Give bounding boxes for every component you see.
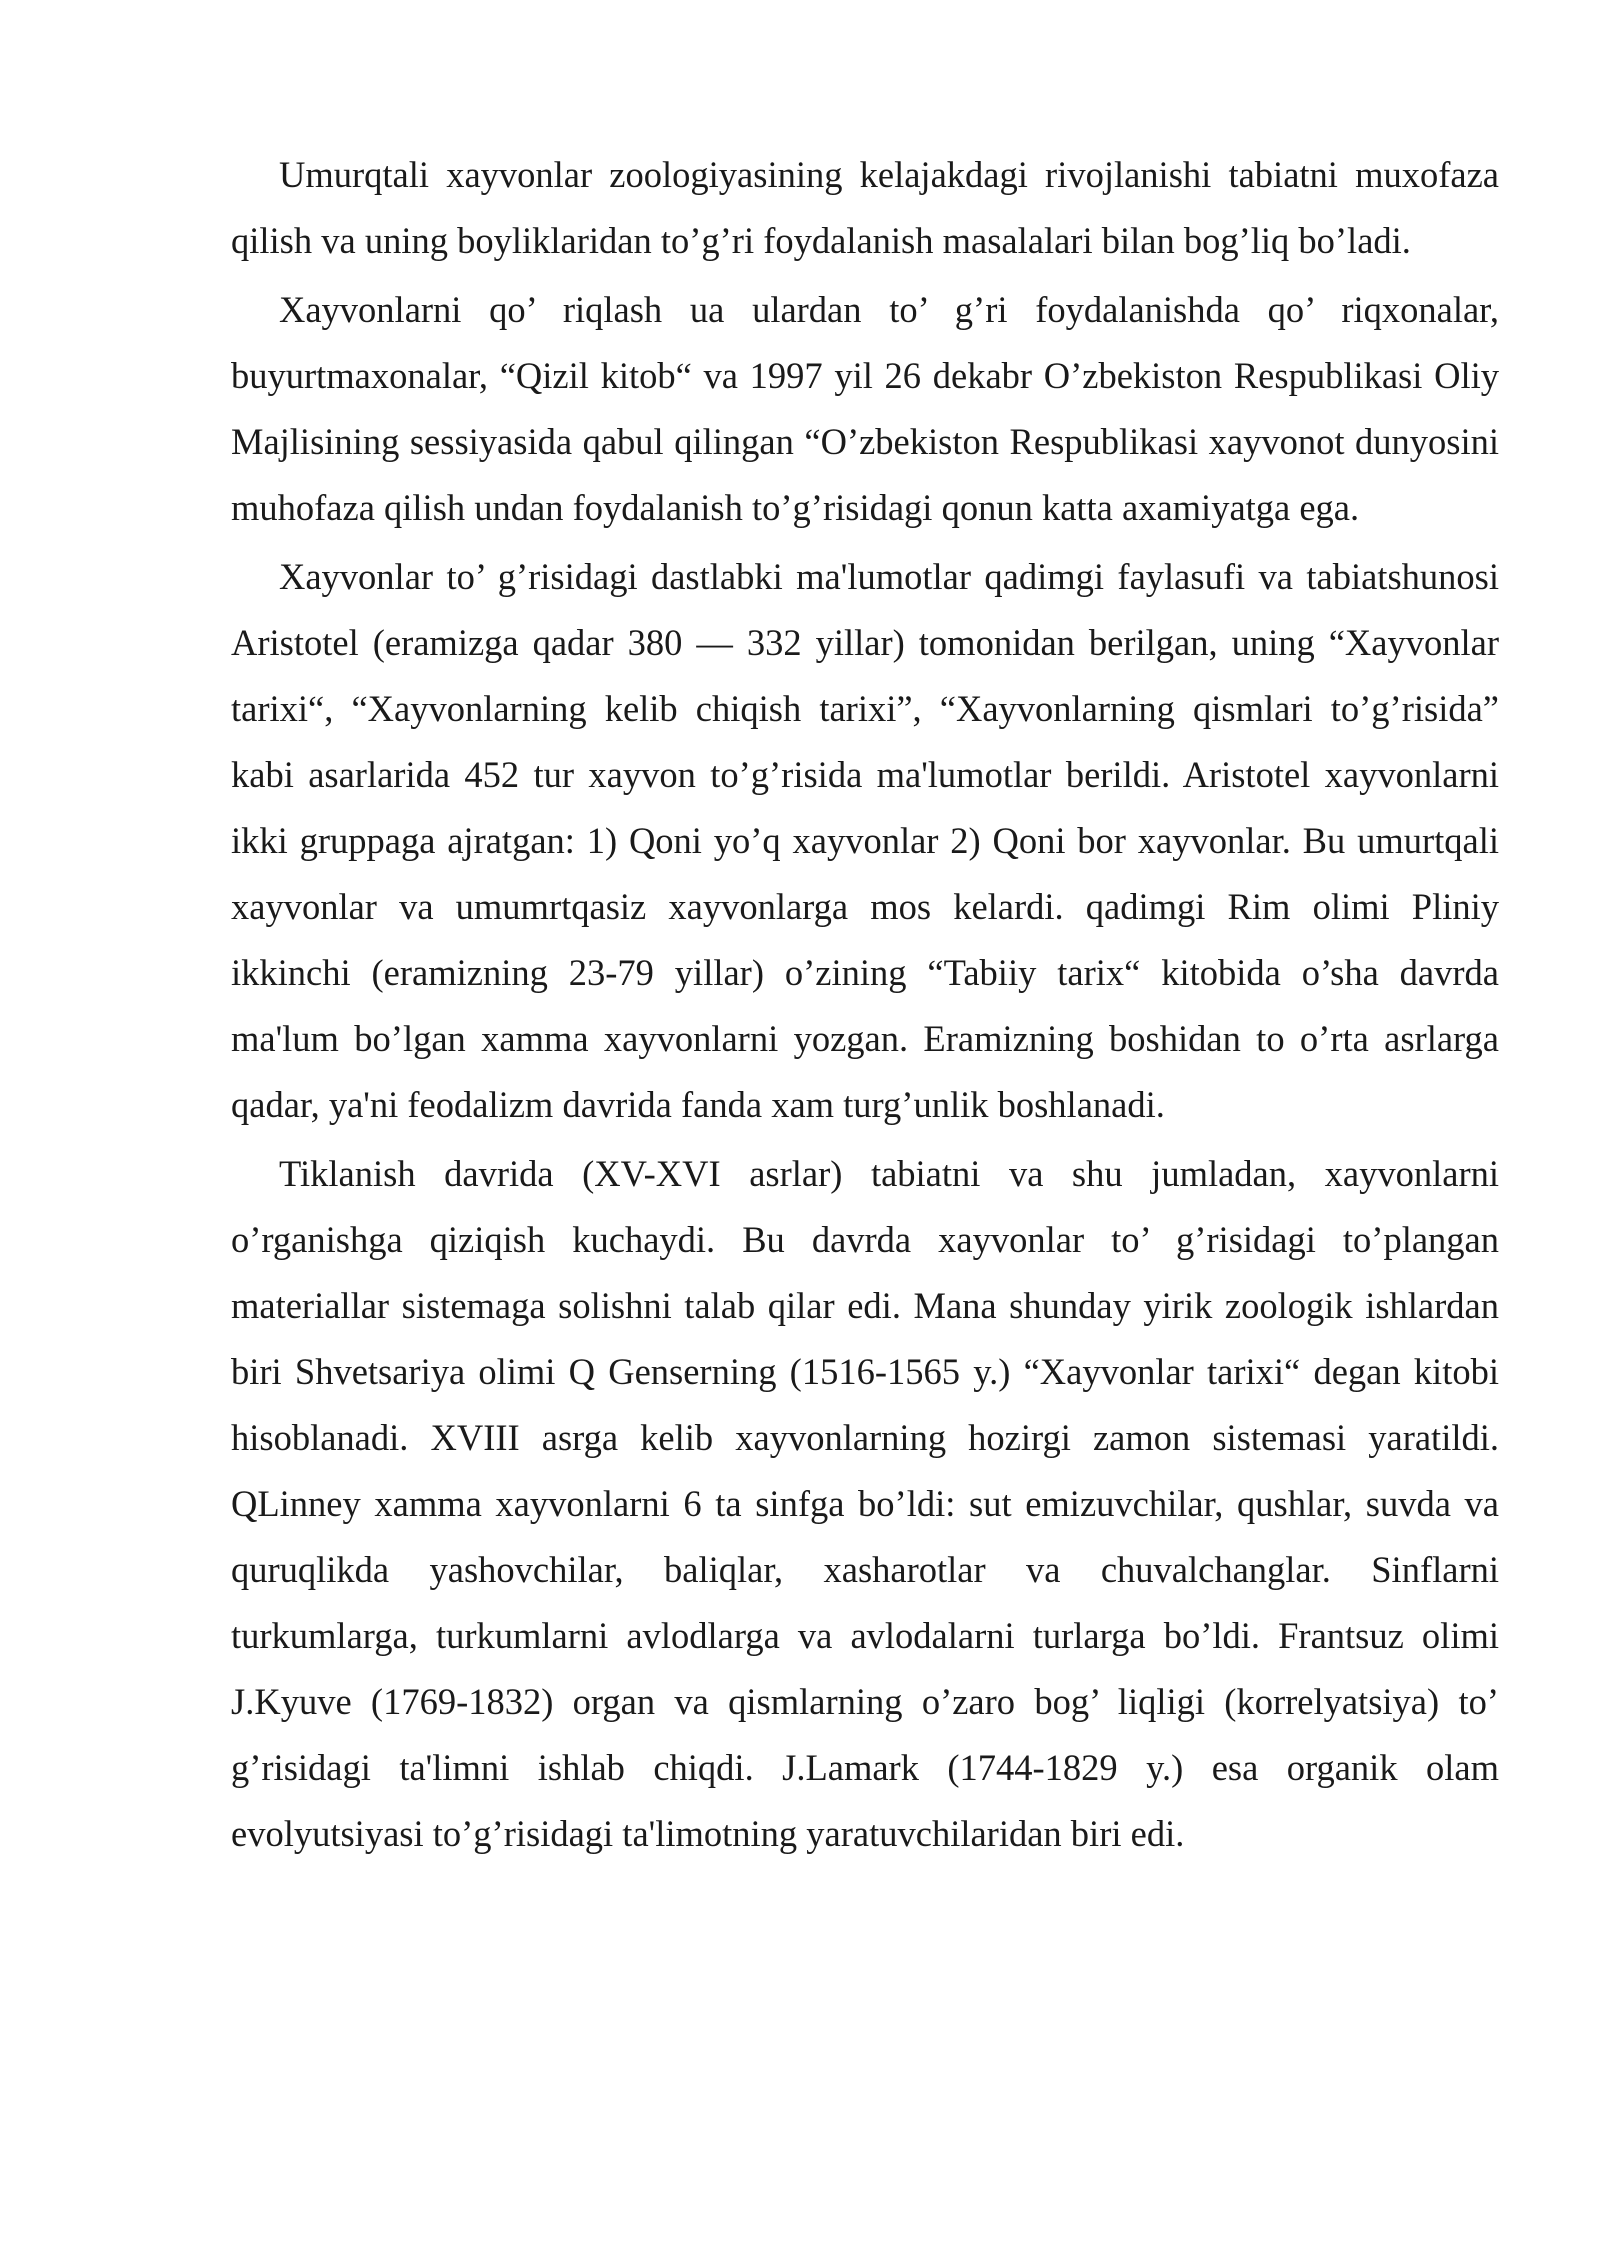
paragraph-3: Xayvonlar to’ g’risidagi dastlabki ma'lumotlar qadimgi faylasufi va tabiatshunosi Aristotel (eramizga qadar 380 — 332 yillar) tomonidan berilgan, uning “Xayvonlar tarixi“, “Xayvonlarning kelib chiqish tarixi”, “Xayvonlarning qismlari to’g’risida” kabi asarlarida 452 tur xayvon to’g’risida ma'lumotlar berildi. Aristotel xayvonlarni ikki gruppaga ajratgan: 1) Qoni yo’q xayvonlar 2) Qoni bor xayvonlar. Bu umurtqali xayvonlar va umumrtqasiz xayvonlarga mos kelardi. qadimgi Rim olimi Pliniy ikkinchi (eramizning 23-79 yillar) o’zining “Tabiiy tarix“ kitobida o’sha davrda ma'lum bo’lgan xamma xayvonlarni yozgan. Eramizning boshidan to o’rta asrlarga qadar, ya'ni feodalizm davrida fanda xam turg’unlik boshlanadi. [231, 556, 1499, 1125]
paragraph-2: Xayvonlarni qo’ riqlash ua ulardan to’ g’ri foydalanishda qo’ riqxonalar, buyurtmaxonalar, “Qizil kitob“ va 1997 yil 26 dekabr O’zbekiston Respublikasi Oliy Majlisining sessiyasida qabul qilingan “O’zbekiston Respublikasi xayvonot dunyosini muhofaza qilish undan foydalanish to’g’risidagi qonun katta axamiyatga ega. [231, 289, 1499, 528]
document-body [231, 142, 1499, 1867]
paragraph-4: Tiklanish davrida (XV-XVI asrlar) tabiatni va shu jumladan, xayvonlarni o’rganishga qiziqish kuchaydi. Bu davrda xayvonlar to’ g’risidagi to’plangan materiallar sistemaga solishni talab qilar edi. Mana shunday yirik zoologik ishlardan biri Shvetsariya olimi Q Genserning (1516-1565 y.) “Xayvonlar tarixi“ degan kitobi hisoblanadi. XVIII asrga kelib xayvonlarning hozirgi zamon sistemasi yaratildi. QLinney xamma xayvonlarni 6 ta sinfga bo’ldi: sut emizuvchilar, qushlar, suvda va quruqlikda yashovchilar, baliqlar, xasharotlar va chuvalchanglar. Sinflarni turkumlarga, turkumlarni avlodlarga va avlodalarni turlarga bo’ldi. Frantsuz olimi J.Kyuve (1769-1832) organ va qismlarning o’zaro bog’ liqligi (korrelyatsiya) to’ g’risidagi ta'limni ishlab chiqdi. J.Lamark (1744-1829 y.) esa organik olam evolyutsiyasi to’g’risidagi ta'limotning yaratuvchilaridan biri edi. [231, 1153, 1499, 1854]
paragraph-1: Umurqtali xayvonlar zoologiyasining kelajakdagi rivojlanishi tabiatni muxofaza qilish va uning boyliklaridan to’g’ri foydalanish masalalari bilan bog’liq bo’ladi. [231, 154, 1499, 261]
